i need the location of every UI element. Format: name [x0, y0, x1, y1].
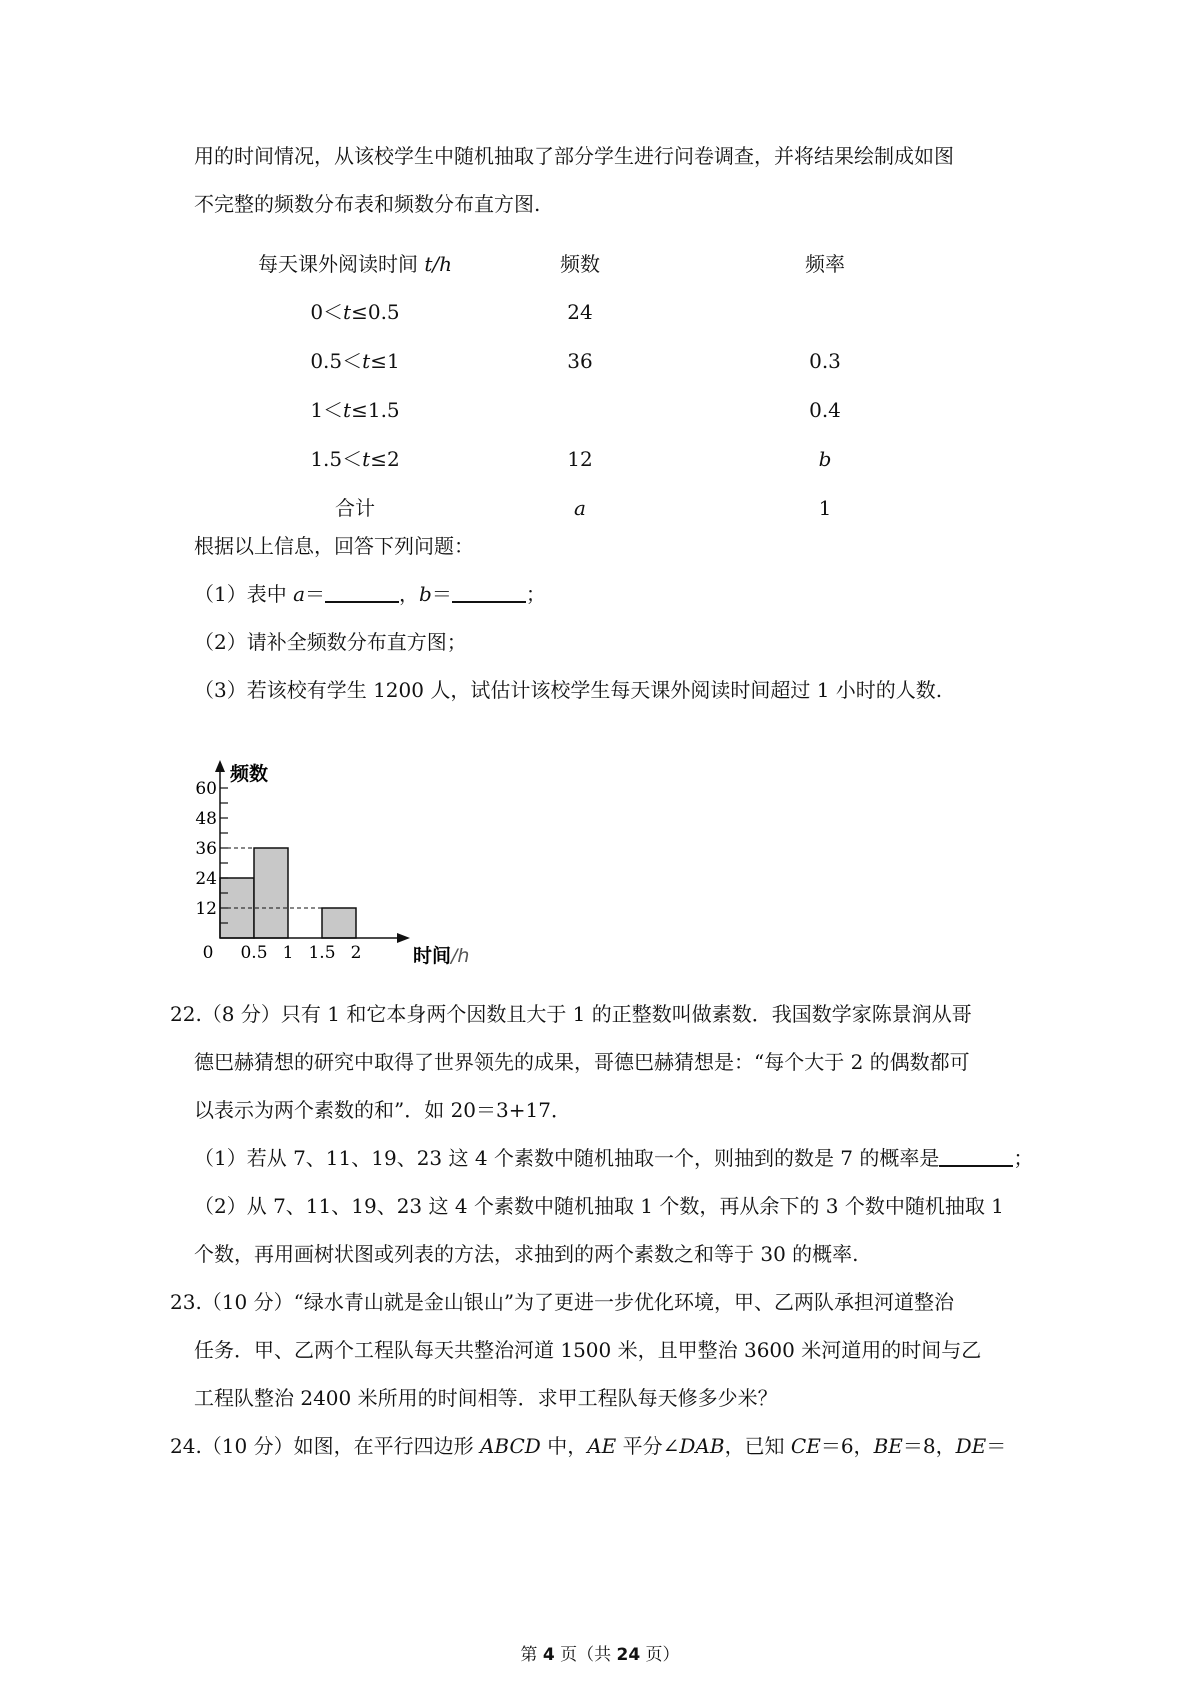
table-row	[205, 445, 925, 475]
table-cell-frequency: 36	[567, 349, 593, 373]
table-header-row	[205, 250, 925, 280]
table-cell-interval: 0＜t≤0.5	[310, 300, 400, 324]
q23-line-3: 工程队整治 2400 米所用的时间相等．求甲工程队每天修多少米？	[194, 1386, 778, 1410]
table-cell-frequency: a	[574, 496, 586, 520]
x-axis-arrow	[397, 933, 410, 943]
table-row	[205, 396, 925, 426]
q22-part2-line-2: 个数，再用画树状图或列表的方法，求抽到的两个素数之和等于 30 的概率.	[194, 1242, 859, 1266]
table-header-frequency: 频数	[560, 252, 600, 276]
intro-line-1: 用的时间情况，从该校学生中随机抽取了部分学生进行问卷调查，并将结果绘制成如图	[194, 144, 954, 168]
x-tick-label: 1	[282, 943, 294, 963]
table-cell-rate: 0.4	[809, 398, 841, 422]
table-cell-total-label: 合计	[335, 496, 375, 520]
q22-line-1: 22.（8 分）只有 1 和它本身两个因数且大于 1 的正整数叫做素数．我国数学家陈景润从哥	[170, 1002, 972, 1026]
y-tick-label: 48	[195, 809, 217, 829]
table-cell-interval: 0.5＜t≤1	[310, 349, 400, 373]
answer-blank-probability	[939, 1145, 1013, 1167]
table-cell-rate: b	[818, 447, 832, 471]
x-tick-label: 1.5	[308, 943, 336, 963]
q21-part2: （2）请补全频数分布直方图；	[194, 630, 467, 654]
table-header-time: 每天课外阅读时间 t/h	[257, 252, 452, 276]
y-tick-label: 12	[195, 899, 217, 919]
y-axis-title: 频数	[230, 763, 269, 785]
q21-prompt: 根据以上信息，回答下列问题：	[194, 534, 474, 558]
y-axis-arrow	[215, 760, 225, 772]
table-row	[205, 298, 925, 328]
x-axis-title: 时间/h	[413, 945, 470, 967]
y-tick-label: 24	[195, 869, 217, 889]
q22-line-2: 德巴赫猜想的研究中取得了世界领先的成果，哥德巴赫猜想是：“每个大于 2 的偶数都可	[194, 1050, 970, 1074]
table-row	[205, 347, 925, 377]
y-tick-label: 36	[195, 839, 217, 859]
table-cell-rate: 0.3	[809, 349, 841, 373]
answer-blank-a	[325, 581, 399, 603]
intro-line-2: 不完整的频数分布表和频数分布直方图.	[194, 192, 541, 216]
y-tick-label: 60	[195, 779, 217, 799]
q24-line-1: 24.（10 分）如图，在平行四边形 ABCD 中，AE 平分∠DAB，已知 CE＝6，BE＝8，DE＝	[170, 1434, 1007, 1458]
page-footer: 第 4 页（共 24 页）	[520, 1645, 680, 1665]
table-cell-frequency: 24	[567, 300, 593, 324]
page-number: 4	[542, 1645, 555, 1665]
table-header-rate: 频率	[805, 252, 845, 276]
q21-part3: （3）若该校有学生 1200 人，试估计该校学生每天课外阅读时间超过 1 小时的人数.	[194, 678, 943, 702]
x-tick-label: 0.5	[240, 943, 268, 963]
q22-line-3: 以表示为两个素数的和”．如 20＝3+17．	[194, 1098, 571, 1122]
x-tick-label: 2	[350, 943, 362, 963]
q23-line-1: 23.（10 分）“绿水青山就是金山银山”为了更进一步优化环境，甲、乙两队承担河道整治	[170, 1290, 955, 1314]
table-cell-interval: 1.5＜t≤2	[310, 447, 400, 471]
table-total-row	[205, 494, 925, 524]
q23-line-2: 任务．甲、乙两个工程队每天共整治河道 1500 米，且甲整治 3600 米河道用的时间与乙	[194, 1338, 982, 1362]
table-cell-interval: 1＜t≤1.5	[310, 398, 400, 422]
frequency-histogram	[188, 758, 508, 973]
histogram-bar	[254, 848, 288, 938]
q21-part1: （1）表中 a＝ ，b＝ ；	[194, 582, 546, 606]
page-total: 24	[616, 1645, 641, 1665]
answer-blank-b	[452, 581, 526, 603]
q22-part1: （1）若从 7、11、19、23 这 4 个素数中随机抽取一个，则抽到的数是 7 的概率是 ；	[194, 1146, 1034, 1170]
table-cell-rate: 1	[818, 496, 832, 520]
x-tick-label: 0	[202, 943, 214, 963]
histogram-bar	[322, 908, 356, 938]
table-cell-frequency: 12	[567, 447, 593, 471]
q22-part2-line-1: （2）从 7、11、19、23 这 4 个素数中随机抽取 1 个数，再从余下的 3 个数中随机抽取 1	[194, 1194, 1004, 1218]
frequency-table	[205, 250, 925, 550]
